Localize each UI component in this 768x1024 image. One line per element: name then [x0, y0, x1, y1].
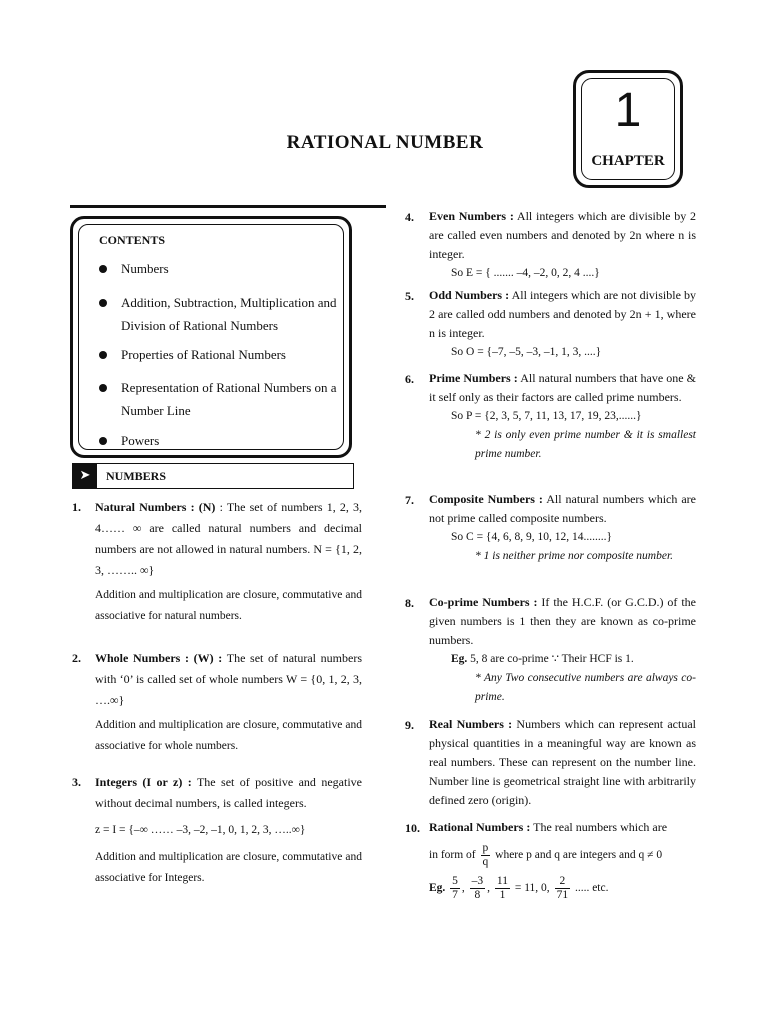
section-label: NUMBERS: [106, 469, 167, 483]
section-header: [72, 463, 354, 489]
prime-note: * 2 is only even prime number & it is smallest prime number.: [475, 429, 696, 460]
composite-set: So C = {4, 6, 8, 9, 10, 12, 14........}: [451, 531, 612, 543]
rational-form: in form of $\frac{p}{q}$ where p and q are integers and q ≠ 0: [429, 842, 663, 868]
item-number: 2.: [72, 651, 81, 665]
definition-even-numbers: Even Numbers : All integers which are divisible by 2 are called even numbers and denoted by 2n where n is integer. So E = { ....... –4, –2, 0, 2, 4 ....}: [429, 207, 696, 283]
item-number: 1.: [72, 500, 81, 514]
item-number: 10.: [405, 821, 420, 835]
definition-coprime-numbers: Co-prime Numbers : If the H.C.F. (or G.C.D.) of the given numbers is 1 then they are known as co-prime numbers. Eg. 5, 8 are co-prime ∵ Their HCF is 1. * Any Two consecutive numbers are always co-prime.: [429, 593, 696, 707]
integer-set: z = I = {–∞ …… –3, –2, –1, 0, 1, 2, 3, …..∞}: [95, 824, 306, 836]
definition-integers: Integers (I or z) : The set of positive and negative without decimal numbers, is called integers. z = I = {–∞ …… –3, –2, –1, 0, 1, 2, 3, …..∞} Addition and multiplication are closure, commutative and associative for Integers.: [95, 772, 362, 889]
chapter-badge: [573, 70, 683, 188]
fraction: $\frac{5}{7}$: [452, 874, 458, 901]
chapter-number: 1: [614, 84, 642, 137]
arrow-icon: ➤: [73, 464, 97, 488]
even-set: So E = { ....... –4, –2, 0, 2, 4 ....}: [451, 267, 600, 279]
contents-item: Powers: [99, 429, 349, 452]
definition-whole-numbers: Whole Numbers : (W) : The set of natural numbers with ‘0’ is called set of whole numbers W = {0, 1, 2, 3, ….∞} Addition and multiplication are closure, commutative and associative for whole numbers.: [95, 648, 362, 757]
item-number: 9.: [405, 718, 414, 732]
contents-box-inner: [78, 224, 344, 450]
item-number: 7.: [405, 493, 414, 507]
composite-note: * 1 is neither prime nor composite number.: [475, 550, 674, 562]
chapter-badge-inner: [581, 78, 675, 180]
bullet-icon: [99, 437, 107, 445]
item-number: 5.: [405, 289, 414, 303]
bullet-icon: [99, 299, 107, 307]
item-number: 8.: [405, 596, 414, 610]
fraction: $\frac{p}{q}$: [482, 842, 489, 868]
contents-box: [70, 216, 352, 458]
property-note: Addition and multiplication are closure, commutative and associative for whole numbers.: [95, 719, 362, 752]
definition-rational-numbers: Rational Numbers : The real numbers which are in form of $\frac{p}{q}$ where p and q are integers and q ≠ 0 Eg. $\frac{5}{7}$ , $\frac{-3}{8}$ , $\frac{11}{1}$ = 11, 0, $\frac{2}{71}$ ..... etc.: [429, 818, 696, 903]
item-number: 6.: [405, 372, 414, 386]
contents-item: Properties of Rational Numbers: [99, 343, 349, 366]
item-number: 3.: [72, 775, 81, 789]
divider: [70, 205, 386, 208]
bullet-icon: [99, 384, 107, 392]
property-note: Addition and multiplication are closure, commutative and associative for natural numbers.: [95, 589, 362, 622]
definition-prime-numbers: Prime Numbers : All natural numbers that have one & it self only as their factors are called prime numbers. So P = {2, 3, 5, 7, 11, 13, 17, 19, 23,......} * 2 is only even prime number & it is smallest prime number.: [429, 369, 696, 464]
definition-composite-numbers: Composite Numbers : All natural numbers which are not prime called composite numbers. So C = {4, 6, 8, 9, 10, 12, 14........} * 1 is neither prime nor composite number.: [429, 490, 696, 566]
prime-set: So P = {2, 3, 5, 7, 11, 13, 17, 19, 23,......}: [451, 410, 642, 422]
coprime-example: Eg. 5, 8 are co-prime ∵ Their HCF is 1.: [451, 653, 634, 665]
property-note: Addition and multiplication are closure, commutative and associative for Integers.: [95, 851, 362, 884]
page-title: RATIONAL NUMBER: [286, 132, 484, 153]
definition-natural-numbers: Natural Numbers : (N) : The set of numbers 1, 2, 3, 4…… ∞ are called natural numbers and decimal numbers are not allowed in natural numbers. N = {1, 2, 3, …….. ∞} Addition and multiplication are closure, commutative and associative for natural numbers.: [95, 497, 362, 627]
contents-heading: CONTENTS: [99, 233, 166, 247]
odd-set: So O = {–7, –5, –3, –1, 1, 3, ....}: [451, 346, 602, 358]
contents-item: Numbers: [99, 257, 349, 280]
rational-examples: Eg. $\frac{5}{7}$ , $\frac{-3}{8}$ , $\frac{11}{1}$ = 11, 0, $\frac{2}{71}$ ..... etc.: [429, 874, 609, 901]
bullet-icon: [99, 351, 107, 359]
contents-item: Representation of Rational Numbers on a Number Line: [99, 376, 349, 422]
chapter-label: CHAPTER: [591, 153, 665, 169]
fraction: $\frac{11}{1}$: [496, 874, 508, 901]
contents-item: Addition, Subtraction, Multiplication and Division of Rational Numbers: [99, 291, 349, 337]
definition-real-numbers: Real Numbers : Numbers which can represent actual physical quantities in a meaningful way are known as real numbers. These can represent on the number line. Number line is geometrical straight line with arbitrarily defined zero (origin).: [429, 717, 696, 807]
item-number: 4.: [405, 210, 414, 224]
bullet-icon: [99, 265, 107, 273]
fraction: $\frac{-3}{8}$: [471, 874, 484, 901]
coprime-note: * Any Two consecutive numbers are always co-prime.: [475, 672, 696, 703]
fraction: $\frac{2}{71}$: [556, 874, 569, 901]
definition-odd-numbers: Odd Numbers : All integers which are not divisible by 2 are called odd numbers and denoted by 2n + 1, where n is integer. So O = {–7, –5, –3, –1, 1, 3, ....}: [429, 286, 696, 362]
